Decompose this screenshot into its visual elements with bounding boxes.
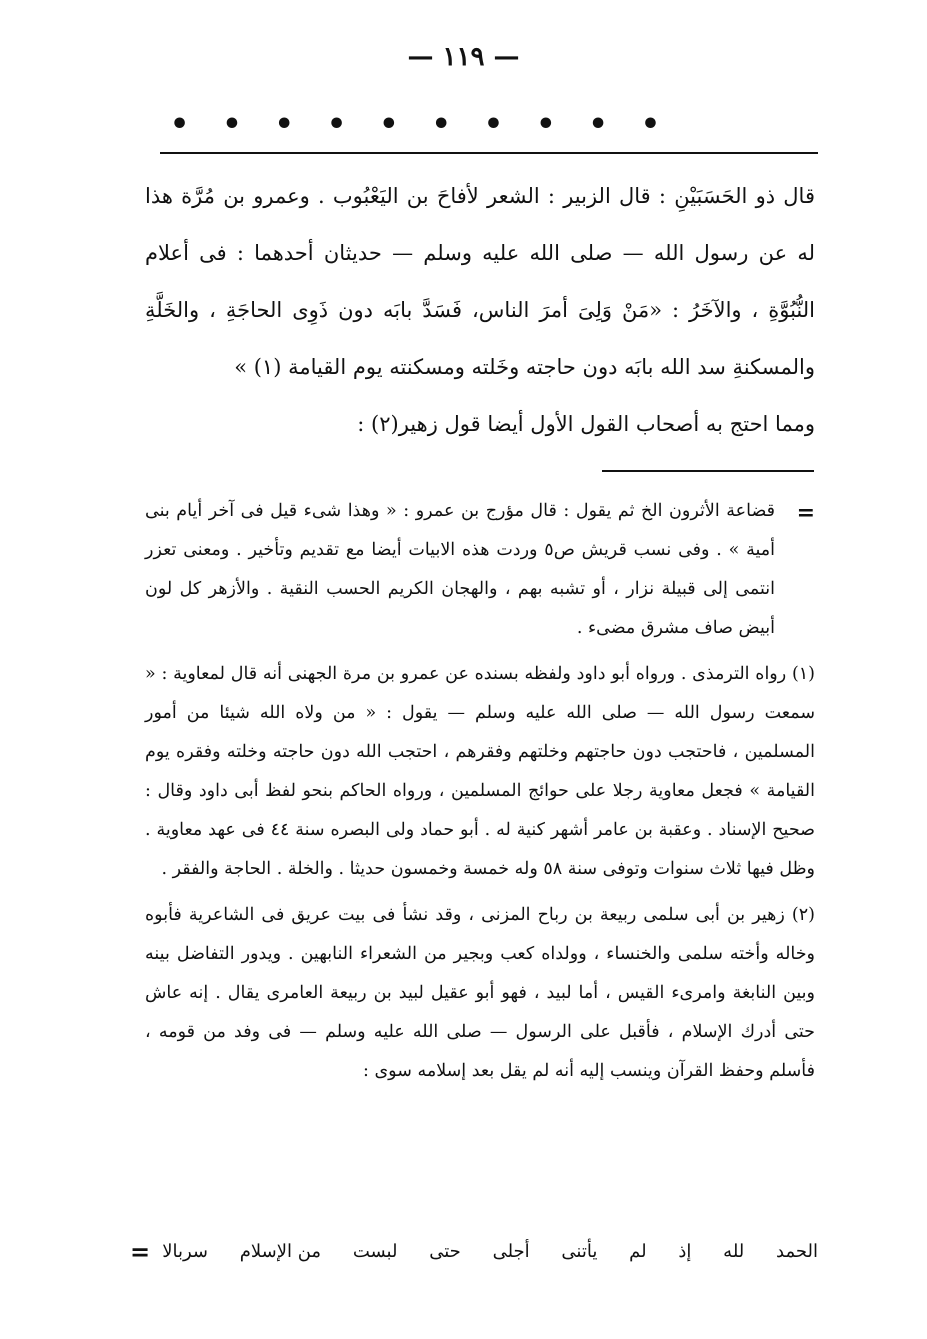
ornament-dot: • <box>640 107 660 142</box>
footnote-2: (٢) زهير بن أبى سلمى ربيعة بن رباح المزنى ، وقد نشأ فى بيت عريق فى الشاعرية فأبوه وخاله وأخته سلمى والخنساء ، وولداه كعب وبجير من الشعراء النابهين . ويدور التفاضل بينه وبين النابغة وامرىء القيس ، أما لبيد ، فهو أبو عقيل لبيد بن ربيعة العامرى يقال . إنه عاش حتى أدرك الإسلام ، فأقبل على الرسول — صلى الله عليه وسلم — فى وفد من قومه ، فأسلم وحفظ القرآن وينسب إليه أنه لم يقل بعد إسلامه سوى : <box>145 905 815 1081</box>
main-text <box>145 168 815 453</box>
verse-word: إذ <box>678 1241 692 1262</box>
footnotes <box>145 492 815 1098</box>
verse-word: لم <box>629 1241 647 1262</box>
verse-continuation-mark: = <box>130 1237 151 1266</box>
ornament-dot: • <box>483 107 504 142</box>
main-paragraph: قال ذو الحَسَبَيْنِ : قال الزبير : الشعر لأفاحَ بن اليَعْبُوب . وعمرو بن مُرَّة هذا له عن رسول الله — صلى الله عليه وسلم — حديثان أحدهما : فى أعلام النُّبُوَّةِ ، والآخَرُ : «مَنْ وَلِىَ أمرَ الناس، فَسَدَّ بابَه دون ذَوِى الحاجَةِ ، والخَلَّةِ والمسكنةِ سد الله بابَه دون حاجته وخَلته ومسكنته يوم القيامة (١) » <box>145 184 815 379</box>
footnote-continuation <box>145 492 815 648</box>
ornament-dots <box>170 107 660 142</box>
page-number: — ١١٩ — <box>407 42 520 72</box>
ornament-dot: • <box>431 107 451 142</box>
ornament-dot: • <box>170 107 190 142</box>
verse-word: سربالا <box>162 1241 208 1262</box>
footnote-divider <box>602 470 814 472</box>
verse-word: حتى <box>429 1241 461 1262</box>
verse-line <box>150 1232 818 1272</box>
ornament-dot: • <box>222 107 242 142</box>
verse-word: من الإسلام <box>239 1241 322 1262</box>
ornament-dot: • <box>379 107 399 142</box>
top-divider <box>160 152 818 154</box>
footnote-1: (١) رواه الترمذى . ورواه أبو داود ولفظه بسنده عن عمرو بن مرة الجهنى أنه قال لمعاوية : « سمعت رسول الله — صلى الله عليه وسلم — يقول : « من ولاه الله شيئا من أمور المسلمين ، فاحتجب دون حاجتهم وخلتهم وفقرهم ، احتجب الله دون حاجته وخلته وفقره يوم القيامة » فجعل معاوية رجلا على حوائج المسلمين ، ورواه الحاكم بنحو لفظ أبى داود وقال : صحيح الإسناد . وعقبة بن عامر أشهر كنية له . أبو حماد ولى البصره سنة ٤٤ فى عهد معاوية . وظل فيها ثلاث سنوات وتوفى سنة ٥٨ وله خمسة وخمسون حديثا . والخلة . الحاجة والفقر . <box>145 664 815 879</box>
verse-word: أجلى <box>492 1241 530 1262</box>
footnote-continuation-text: قضاعة الأثرون الخ ثم يقول : قال مؤرج بن عمرو : « وهذا شىء قيل فى آخر أيام بنى أمية » . وفى نسب قريش ص٥ وردت هذه الابيات أيضا مع تقديم وتأخير . ومعنى تعزر انتمى إلى قبيلة نزار ، أو تشبه بهم ، والهجان الكريم الحسب النقية . والأزهر كل لون أبيض صاف مشرق مضىء . <box>145 501 775 638</box>
verse-word: يأتنى <box>561 1241 598 1262</box>
verse-word: لبست <box>352 1241 398 1262</box>
continuation-mark: = <box>796 500 815 526</box>
ornament-dot: • <box>536 107 556 142</box>
ornament-dot: • <box>274 107 294 142</box>
ornament-dot: • <box>326 107 347 142</box>
main-paragraph: ومما احتج به أصحاب القول الأول أيضا قول زهير(٢) : <box>357 412 815 436</box>
verse-word: الحمد <box>776 1241 818 1262</box>
verse-word: لله <box>723 1241 745 1262</box>
poem-verse <box>130 1232 818 1272</box>
ornament-dot: • <box>588 107 608 142</box>
